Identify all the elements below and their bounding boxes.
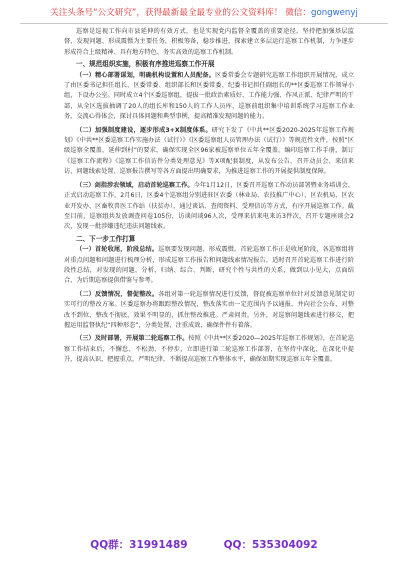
paragraph-wrapup xyxy=(64,245,354,287)
document-body xyxy=(64,27,354,366)
paragraph-deployment-text: 区委常委会专题研究巡察工作组织开展情况，成立了由区委书记担任组长，区委常委、组织部长和区委常委、纪委书记担任副组长的**区委巡察工作领导小组，下设办公室。同时成立4个区委巡察组，提拔一批政治素质好、工作能力强、作风正派、纪律严明的干部，从全区选拔抽调了20人的组长库和150人的工作人员库，巡察前组织集中培训系统学习巡察工作业务，交流心得体会，探讨具体问题和典型事例，提高精准发现问题的能力。 xyxy=(64,71,355,121)
promo-banner xyxy=(0,6,408,18)
subheading-second-round: （三）及时部署，开展第二轮巡察工作。 xyxy=(76,335,189,343)
paragraph-agriculture-text: 今年1月12日，区委召开巡察工作动员部署暨业务培训会，正式启动巡察工作，2月6日，区委4个巡察组分别进驻区农委（林业局、农技推广中心）、区农机局、区农业开发办、区畜牧兽医工作站（扶贫办），通过谈话、查阅资料、受理信访等方式，有序开展巡察工作。截至目前，巡察组共发放调查问卷105份，访谈问谈96人次，受理来信来电来访3件次，召开专题座谈会2次，发现一批涉嫌违纪违法问题线索。 xyxy=(64,181,355,231)
subheading-system: （二）加强制度建设，逐步形成3+X制度体系。 xyxy=(76,126,212,134)
banner-text: 关注头条号“公文研究”，获得最新最全最专业的公文资料库！ 微信： xyxy=(50,8,311,18)
paragraph-feedback xyxy=(64,290,354,332)
paragraph-second-round-text: 按照《中共**区委2020—2025年巡察工作规划》，在首轮巡察工作结束后，不懈怠、不松劲、不停步，立即进行第二轮巡察工作部署，在坚持中深化、在深化中提升，提高认识，把握重点，严明纪律，不断提高巡察工作整体水平，确保如期实现巡察五年全覆盖。 xyxy=(64,335,354,364)
paragraph-feedback-text: 各组对第一轮巡察情况进行反馈，督促被巡察单位针对反馈意见制定切实可行的整改方案。区委巡察办将跟踪整改情况，整改落实由一定范围内予以通报，并向社会公布，对整改不到位、整改不彻底、效果不明显的，抓住整改推进。严肃问责。另外，对巡察问题线索进行移交，把握运用监督执纪“四种形态”，分类处置，注重成效，确保件件有着落。 xyxy=(64,290,355,329)
paragraph-agriculture xyxy=(64,181,354,233)
banner-divider xyxy=(20,23,388,24)
section-heading-1: 一、规范组织实施，积极有序推进巡察工作开展 xyxy=(76,60,215,69)
wechat-id: gongwenyj xyxy=(311,8,358,18)
contact-footer xyxy=(0,537,408,552)
subheading-feedback: （二）反馈情况，督促整改。 xyxy=(76,290,159,298)
intro-paragraph: 巡察是巡视工作向市县延伸的有效方式，也是实现党内监督全覆盖的重要途径。坚持把加强基层监督、发现问题、形成震慑为主要任务，积极筹备，稳步推进，探索建立多层运行巡察工作机制，力争逐步形成符合上级精神、具有地方特色、务实高效的巡察工作机制。 xyxy=(64,28,354,56)
subheading-agriculture: （三）剑指涉农领域，启动首轮巡察工作。 xyxy=(76,181,194,189)
paragraph-wrapup-text: 巡察要发现问题、形成震慑。首轮巡察工作正是收尾阶段，各巡察组将对重点问题和问题进行梳理分析，形成巡察工作报告和问题线索情况报告，适时召开首轮巡察工作进行阶段性总结，对发现的问题，分析、归纳、综合、判断，研究个性与共性的关系，做到以小见大，点面结合，为后期巡察提供借鉴与参考。 xyxy=(64,246,355,285)
subheading-deployment: （一）精心部署谋划，明确机构设置和人员配备。 xyxy=(76,71,216,79)
paragraph-second-round xyxy=(64,334,354,365)
section-heading-2: 二、下一步工作打算 xyxy=(76,234,136,243)
qq-number: QQ：535304092 xyxy=(223,539,318,551)
paragraph-system-text: 研究下发了《中共**区委2020-2025年巡察工作规划》《中共**区委巡察工作实施办法（试行）》《区委巡察组人员管理办法（试行）》等规范性文件，按照“区级巡察全覆盖，延伸到村”的要求，确保实现全区96家被巡察单位五年全覆盖。编印巡察工作手册，制订《巡察工作流程》《巡察工作信访件分类处理意见》等X项配套制度，从发布公告、召开动员会、来信来访、问题线索处置、巡察报告撰写等各方面提出明确要求，为推进巡察工作的开展提供制度保障。 xyxy=(64,126,354,176)
qq-group: QQ群：31991489 xyxy=(90,539,188,551)
paragraph-deployment xyxy=(64,71,354,123)
paragraph-system xyxy=(64,126,354,178)
subheading-wrapup: （一）首轮收尾，阶段总结。 xyxy=(76,246,159,254)
